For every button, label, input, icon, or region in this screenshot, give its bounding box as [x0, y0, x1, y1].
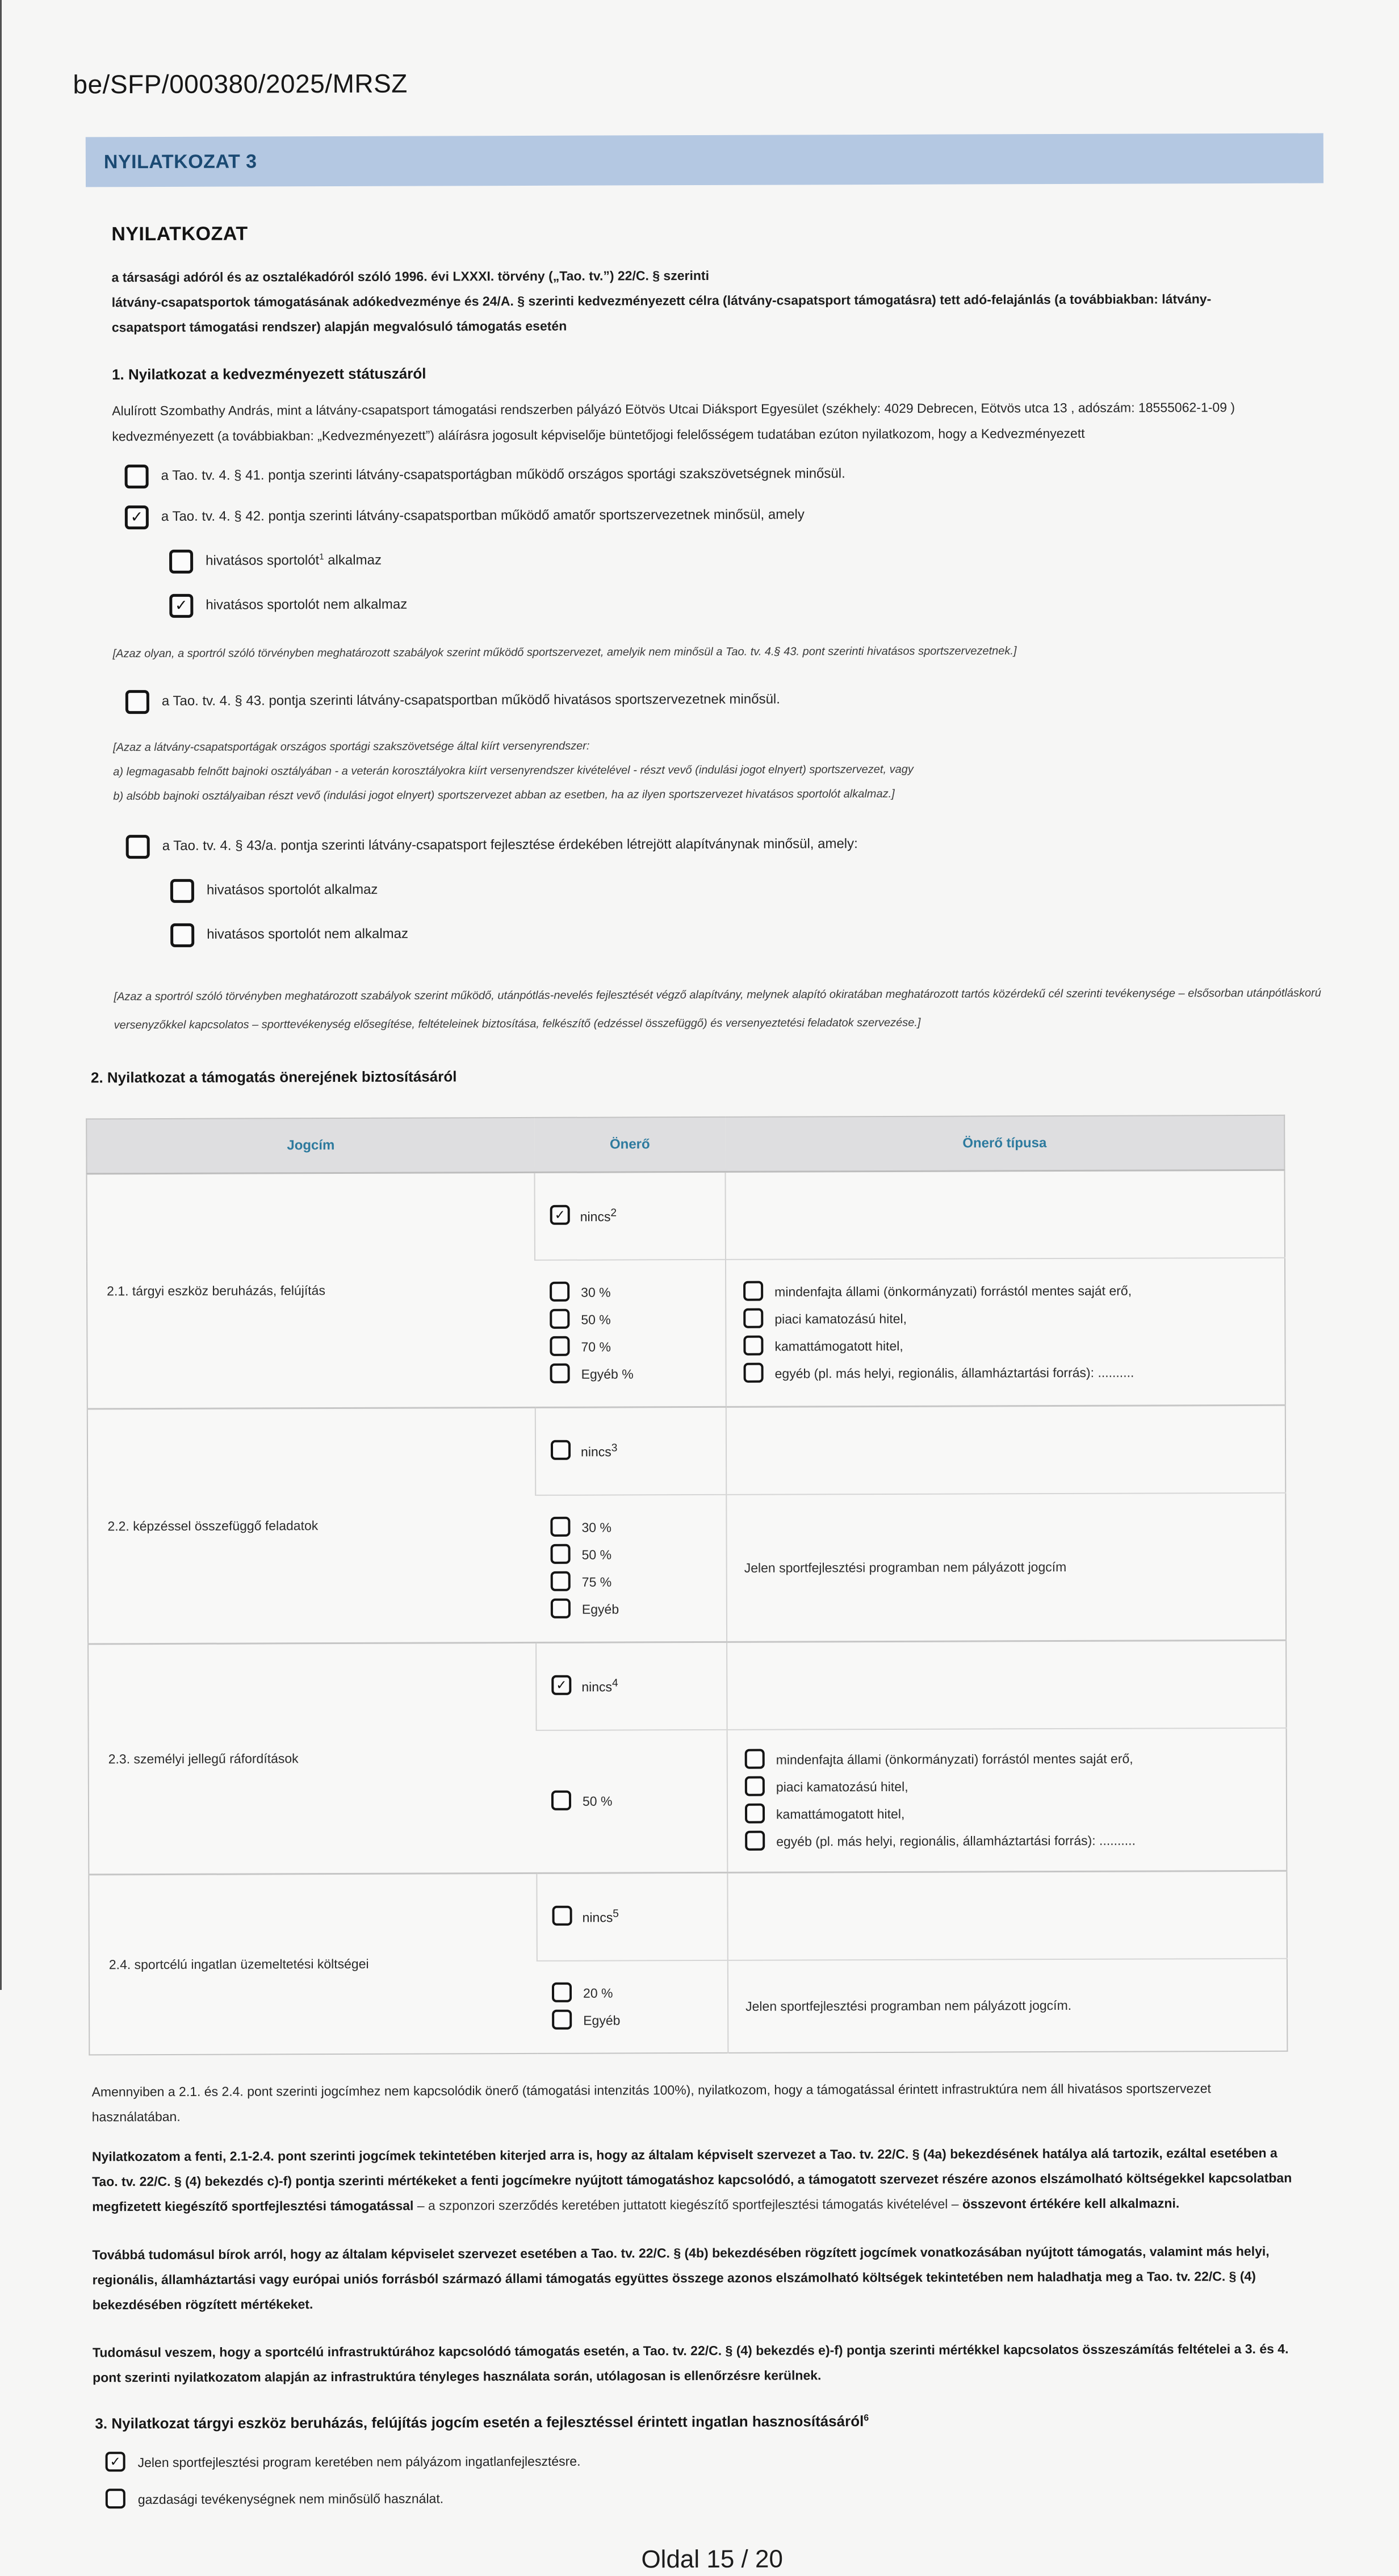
checkbox-label: hivatásos sportolót nem alkalmaz: [206, 596, 408, 613]
col-header-onero: Önerő: [534, 1117, 725, 1173]
checkbox-label: hivatásos sportolót alkalmaz: [206, 881, 378, 898]
checkbox-non-economic-use[interactable]: [106, 2489, 125, 2509]
nincs-cell: ✓ nincs$^2$: [534, 1172, 725, 1260]
not-applied-text: Jelen sportfejlesztési programban nem pályázott jogcím: [744, 1559, 1067, 1575]
table-header-row: [86, 1115, 1284, 1174]
checkbox-42-employs[interactable]: [169, 550, 193, 574]
empty-cell: [727, 1640, 1286, 1730]
nincs5-checkbox[interactable]: [552, 1906, 572, 1926]
section-banner: [86, 133, 1323, 187]
type-checkbox[interactable]: [743, 1308, 763, 1328]
nincs-cell: nincs$^3$: [535, 1407, 726, 1495]
checkbox-42-no-employs[interactable]: [169, 594, 193, 618]
checkbox-43a-no-employs[interactable]: [170, 923, 194, 947]
onero-type-cell: mindenfajta állami (önkormányzati) forrástól mentes saját erő, piaci kamatozású hitel, kamattámogatott hitel, egyéb (pl. más helyi, regionális, államháztartási forrás): ..........: [727, 1728, 1287, 1873]
checkbox-tao-42[interactable]: [125, 505, 149, 529]
table-row: [89, 1871, 1287, 1962]
table-row: [87, 1405, 1285, 1496]
document-number: be/SFP/000380/2025/MRSZ: [73, 68, 408, 99]
empty-cell: [726, 1405, 1285, 1495]
checkbox-row-non-economic-use: [106, 2486, 1331, 2510]
checkbox-row-42-employs: [169, 547, 1325, 574]
checkbox-row-tao-43: [125, 687, 1325, 715]
checkbox-tao-41[interactable]: [125, 465, 149, 488]
type-checkbox[interactable]: [745, 1830, 765, 1850]
intro-line1: a társasági adóról és az osztalékadóról szóló 1996. évi LXXXI. törvény („Tao. tv.”) 22/C. § szerinti: [111, 267, 709, 285]
checkbox-label: a Tao. tv. 4. § 42. pontja szerinti látvány-csapatsportban működő amatőr sportszervezetnek minősül, amely: [161, 507, 805, 524]
checkbox-row-tao-41: [125, 462, 1325, 490]
checkbox-label: Jelen sportfejlesztési program keretében nem pályázom ingatlanfejlesztésre.: [137, 2454, 581, 2470]
percent-checkbox[interactable]: [550, 1282, 569, 1302]
jogcim-2-3: 2.3. személyi jellegű ráfordítások: [88, 1642, 537, 1874]
checkbox-row-43a-employs: [170, 876, 1326, 904]
checkbox-row-no-property-dev: [106, 2449, 1331, 2473]
percent-checkbox[interactable]: [551, 1599, 571, 1619]
para-amennyiben: Amennyiben a 2.1. és 2.4. pont szerinti jogcímhez nem kapcsolódik önerő (támogatási intenzitás 100%), nyilatkozom, hogy a támogatással érintett infrastruktúra nem áll hivatásos sportszervezet használatában.: [91, 2080, 1211, 2125]
percent-checkbox[interactable]: [552, 2010, 572, 2030]
bold-segment: Nyilatkozatom a fenti, 2.1-2.4. pont szerinti jogcímek tekintetében kiterjed arra is, hogy az általam képviselt szervezet a Tao. tv. 22/C. § (4a) bekezdésének hatálya alá tartozik, ezáltal esetében a Tao. tv. 22/C. § (4) bekezdés c)-f) pontja szerinti mértékeket a fenti jogcímekre nyújtott támogatáshoz kapcsolódó, a támogatott szervezet részére azonos elszámolható költségekkel kapcsolatban megfizetett kiegészítő sportfejlesztési támogatással: [91, 2145, 1292, 2214]
type-checkbox[interactable]: [745, 1803, 765, 1823]
onero-type-cell: mindenfajta állami (önkormányzati) forrástól mentes saját erő, piaci kamatozású hitel, kamattámogatott hitel, egyéb (pl. más helyi, regionális, államháztartási forrás): ..........: [726, 1258, 1285, 1407]
onero-type-cell: [726, 1493, 1286, 1642]
percent-checkbox[interactable]: [551, 1791, 571, 1810]
percent-checkbox[interactable]: [551, 1571, 571, 1591]
percent-options-cell: 30 % 50 % 75 % Egyéb: [535, 1495, 727, 1643]
not-applied-text: Jelen sportfejlesztési programban nem pályázott jogcím.: [745, 1997, 1072, 2014]
percent-checkbox[interactable]: [551, 1544, 571, 1564]
jogcim-2-2: 2.2. képzéssel összefüggő feladatok: [87, 1407, 536, 1644]
note-line: a) legmagasabb felnőtt bajnoki osztályában - a veterán korosztályokra kiírt versenyrendszer kivételével - részt vevő (indulási jogot elnyert) sportszervezet, vagy: [113, 763, 914, 779]
onero-table: [86, 1115, 1288, 2056]
note-foundation-def: [Azaz a sportról szóló törvényben meghatározott szabályok szerint működő, utánpótlás-nevelés fejlesztését végző alapítvány, melynek alapító okiratában meghatározott tartós közérdekű cél szerinti tevékenysége – elsősorban utánpótláskorú versenyzőkkel kapcsolatos – sporttevékenység elősegítése, feltételeinek biztosítása, felkészítő (edzéssel összefüggő) és versenyeztetési feladatok szervezése.]: [114, 986, 1321, 1032]
table-row: [88, 1640, 1286, 1732]
empty-cell: [725, 1170, 1284, 1260]
nincs-cell: ✓ nincs$^4$: [536, 1642, 727, 1730]
table-row: [86, 1170, 1284, 1261]
note-line: [Azaz a látvány-csapatsportágak országos sportági szakszövetsége által kiírt versenyrendszer:: [113, 739, 590, 754]
para-nyilatkozatom: [92, 2140, 1296, 2219]
banner-title: NYILATKOZAT 3: [103, 150, 257, 173]
intro-rest: látvány-csapatsportok támogatásának adókedvezménye és 24/A. § szerinti kedvezményezett célra (látvány-csapatsport támogatásra) tett adó-felajánlás (a továbbiakban: látvány-csapatsport támogatási rendszer) alapján megvalósuló támogatás esetén: [111, 291, 1212, 335]
percent-checkbox[interactable]: [550, 1364, 570, 1383]
para-tovabba: Továbbá tudomásul bírok arról, hogy az általam képviselet szervezet esetében a Tao. tv. 22/C. § (4b) bekezdésében rögzített jogcímek vonatkozásában nyújtott támogatás, valamint más helyi, regionális, államháztartási vagy európai uniós forrásból származó állami támogatás együttes összege azonos elszámolható költségek tekintetében nem haladhatja meg a Tao. tv. 22/C. § (4) bekezdésében rögzített mértékeket.: [92, 2243, 1270, 2312]
section1-intro: Alulírott Szombathy András, mint a látvány-csapatsport támogatási rendszerben pályázó Eötvös Utcai Diáksport Egyesület (székhely: 4029 Debrecen, Eötvös utca 13 , adószám: 18555062-1-09 ) kedvezményezett (a továbbiakban: „Kedvezményezett”) aláírásra jogosult képviselője büntetőjogi felelősségem tudatában ezúton nyilatkozom, hogy a Kedvezményezett: [112, 400, 1235, 444]
jogcim-2-1: 2.1. tárgyi eszköz beruházás, felújítás: [107, 1282, 325, 1299]
section1-heading: 1. Nyilatkozat a kedvezményezett státuszáról: [112, 365, 426, 383]
checkbox-row-43a-no-employs: [170, 921, 1326, 948]
checkbox-43a-employs[interactable]: [170, 879, 194, 903]
empty-cell: [727, 1871, 1287, 1960]
jogcim-2-4: 2.4. sportcélú ingatlan üzemeltetési költségei: [89, 1873, 537, 2055]
checkbox-label: gazdasági tevékenységnek nem minősülő használat.: [137, 2491, 444, 2507]
checkbox-label: a Tao. tv. 4. § 43/a. pontja szerinti látvány-csapatsport fejlesztése érdekében létrejött alapítványnak minősül, amely:: [162, 835, 858, 854]
checkbox-label: hivatásos sportolót$^1$ alkalmaz: [206, 551, 382, 568]
note-line: b) alsóbb bajnoki osztályaiban részt vevő (indulási jogot elnyert) sportszervezet abban az esetben, ha az ilyen sportszervezet hivatásos sportolót alkalmaz.]: [113, 787, 895, 803]
type-checkbox[interactable]: [745, 1776, 765, 1796]
nincs3-checkbox[interactable]: [551, 1440, 571, 1460]
nincs4-checkbox[interactable]: [551, 1675, 571, 1695]
type-checkbox[interactable]: [744, 1362, 764, 1382]
checkbox-row-tao-42: [125, 503, 1325, 530]
bold-segment: összevont értékére kell alkalmazni.: [962, 2196, 1180, 2211]
col-header-jogcim: Jogcím: [86, 1118, 534, 1174]
col-header-onero-tipusa: Önerő típusa: [725, 1115, 1284, 1172]
section2-heading: 2. Nyilatkozat a támogatás önerejének biztosításáról: [90, 1068, 457, 1086]
percent-options-cell: 20 % Egyéb: [537, 1960, 728, 2054]
note-competition-system: [113, 731, 1325, 809]
checkbox-tao-43[interactable]: [125, 690, 149, 714]
nincs2-checkbox[interactable]: [550, 1205, 570, 1225]
page-title: NYILATKOZAT: [111, 223, 248, 245]
nincs-cell: nincs$^5$: [537, 1872, 727, 1961]
page-number: Oldal 15 / 20: [641, 2545, 783, 2574]
declaration-intro: [111, 261, 1235, 340]
checkbox-label: a Tao. tv. 4. § 41. pontja szerinti látvány-csapatsportágban működő országos sportági szakszövetségnek minősül.: [161, 465, 845, 483]
type-checkbox[interactable]: [745, 1749, 765, 1768]
checkbox-label: a Tao. tv. 4. § 43. pontja szerinti látvány-csapatsportban működő hivatásos sportszervezetnek minősül.: [161, 691, 780, 709]
checkbox-label: hivatásos sportolót nem alkalmaz: [207, 926, 409, 942]
percent-options-cell: 30 % 50 % 70 % Egyéb %: [535, 1260, 726, 1408]
note-amateur-def: [Azaz olyan, a sportról szóló törvényben meghatározott szabályok szerint működő sportszervezet, amelyik nem minősül a Tao. tv. 4.§ 43. pont szerinti hivatásos sportszervezetnek.]: [112, 645, 1017, 660]
checkbox-row-tao-43a: [126, 832, 1326, 860]
para-tudomasul: Tudomásul veszem, hogy a sportcélú infrastruktúrához kapcsolódó támogatás esetén, a Tao. tv. 22/C. § (4) bekezdés e)-f) pontja szerinti mértékkel kapcsolatos összeszámítás feltételei a 3. és 4. pont szerinti nyilatkozatom alapján az infrastruktúra tényleges használata során, utólagosan is ellenőrzésre kerülnek.: [92, 2341, 1289, 2385]
regular-segment: – a szponzori szerződés keretében juttatott kiegészítő sportfejlesztési támogatás kivételével –: [413, 2196, 962, 2214]
onero-type-cell: [728, 1959, 1288, 2053]
type-checkbox[interactable]: [743, 1281, 763, 1300]
percent-options-cell: 50 %: [537, 1730, 728, 1874]
section3-heading: 3. Nyilatkozat tárgyi eszköz beruházás, felújítás jogcím esetén a fejlesztéssel érintett ingatlan hasznosításáról$^6$: [95, 2412, 869, 2432]
checkbox-row-42-no-employs: [169, 591, 1325, 618]
percent-checkbox[interactable]: [550, 1336, 569, 1356]
checkbox-tao-43a[interactable]: [126, 835, 150, 859]
percent-checkbox[interactable]: [552, 1983, 572, 2002]
percent-checkbox[interactable]: [550, 1517, 570, 1537]
type-checkbox[interactable]: [743, 1335, 763, 1355]
percent-checkbox[interactable]: [550, 1309, 569, 1329]
checkbox-no-property-dev[interactable]: [106, 2452, 125, 2472]
